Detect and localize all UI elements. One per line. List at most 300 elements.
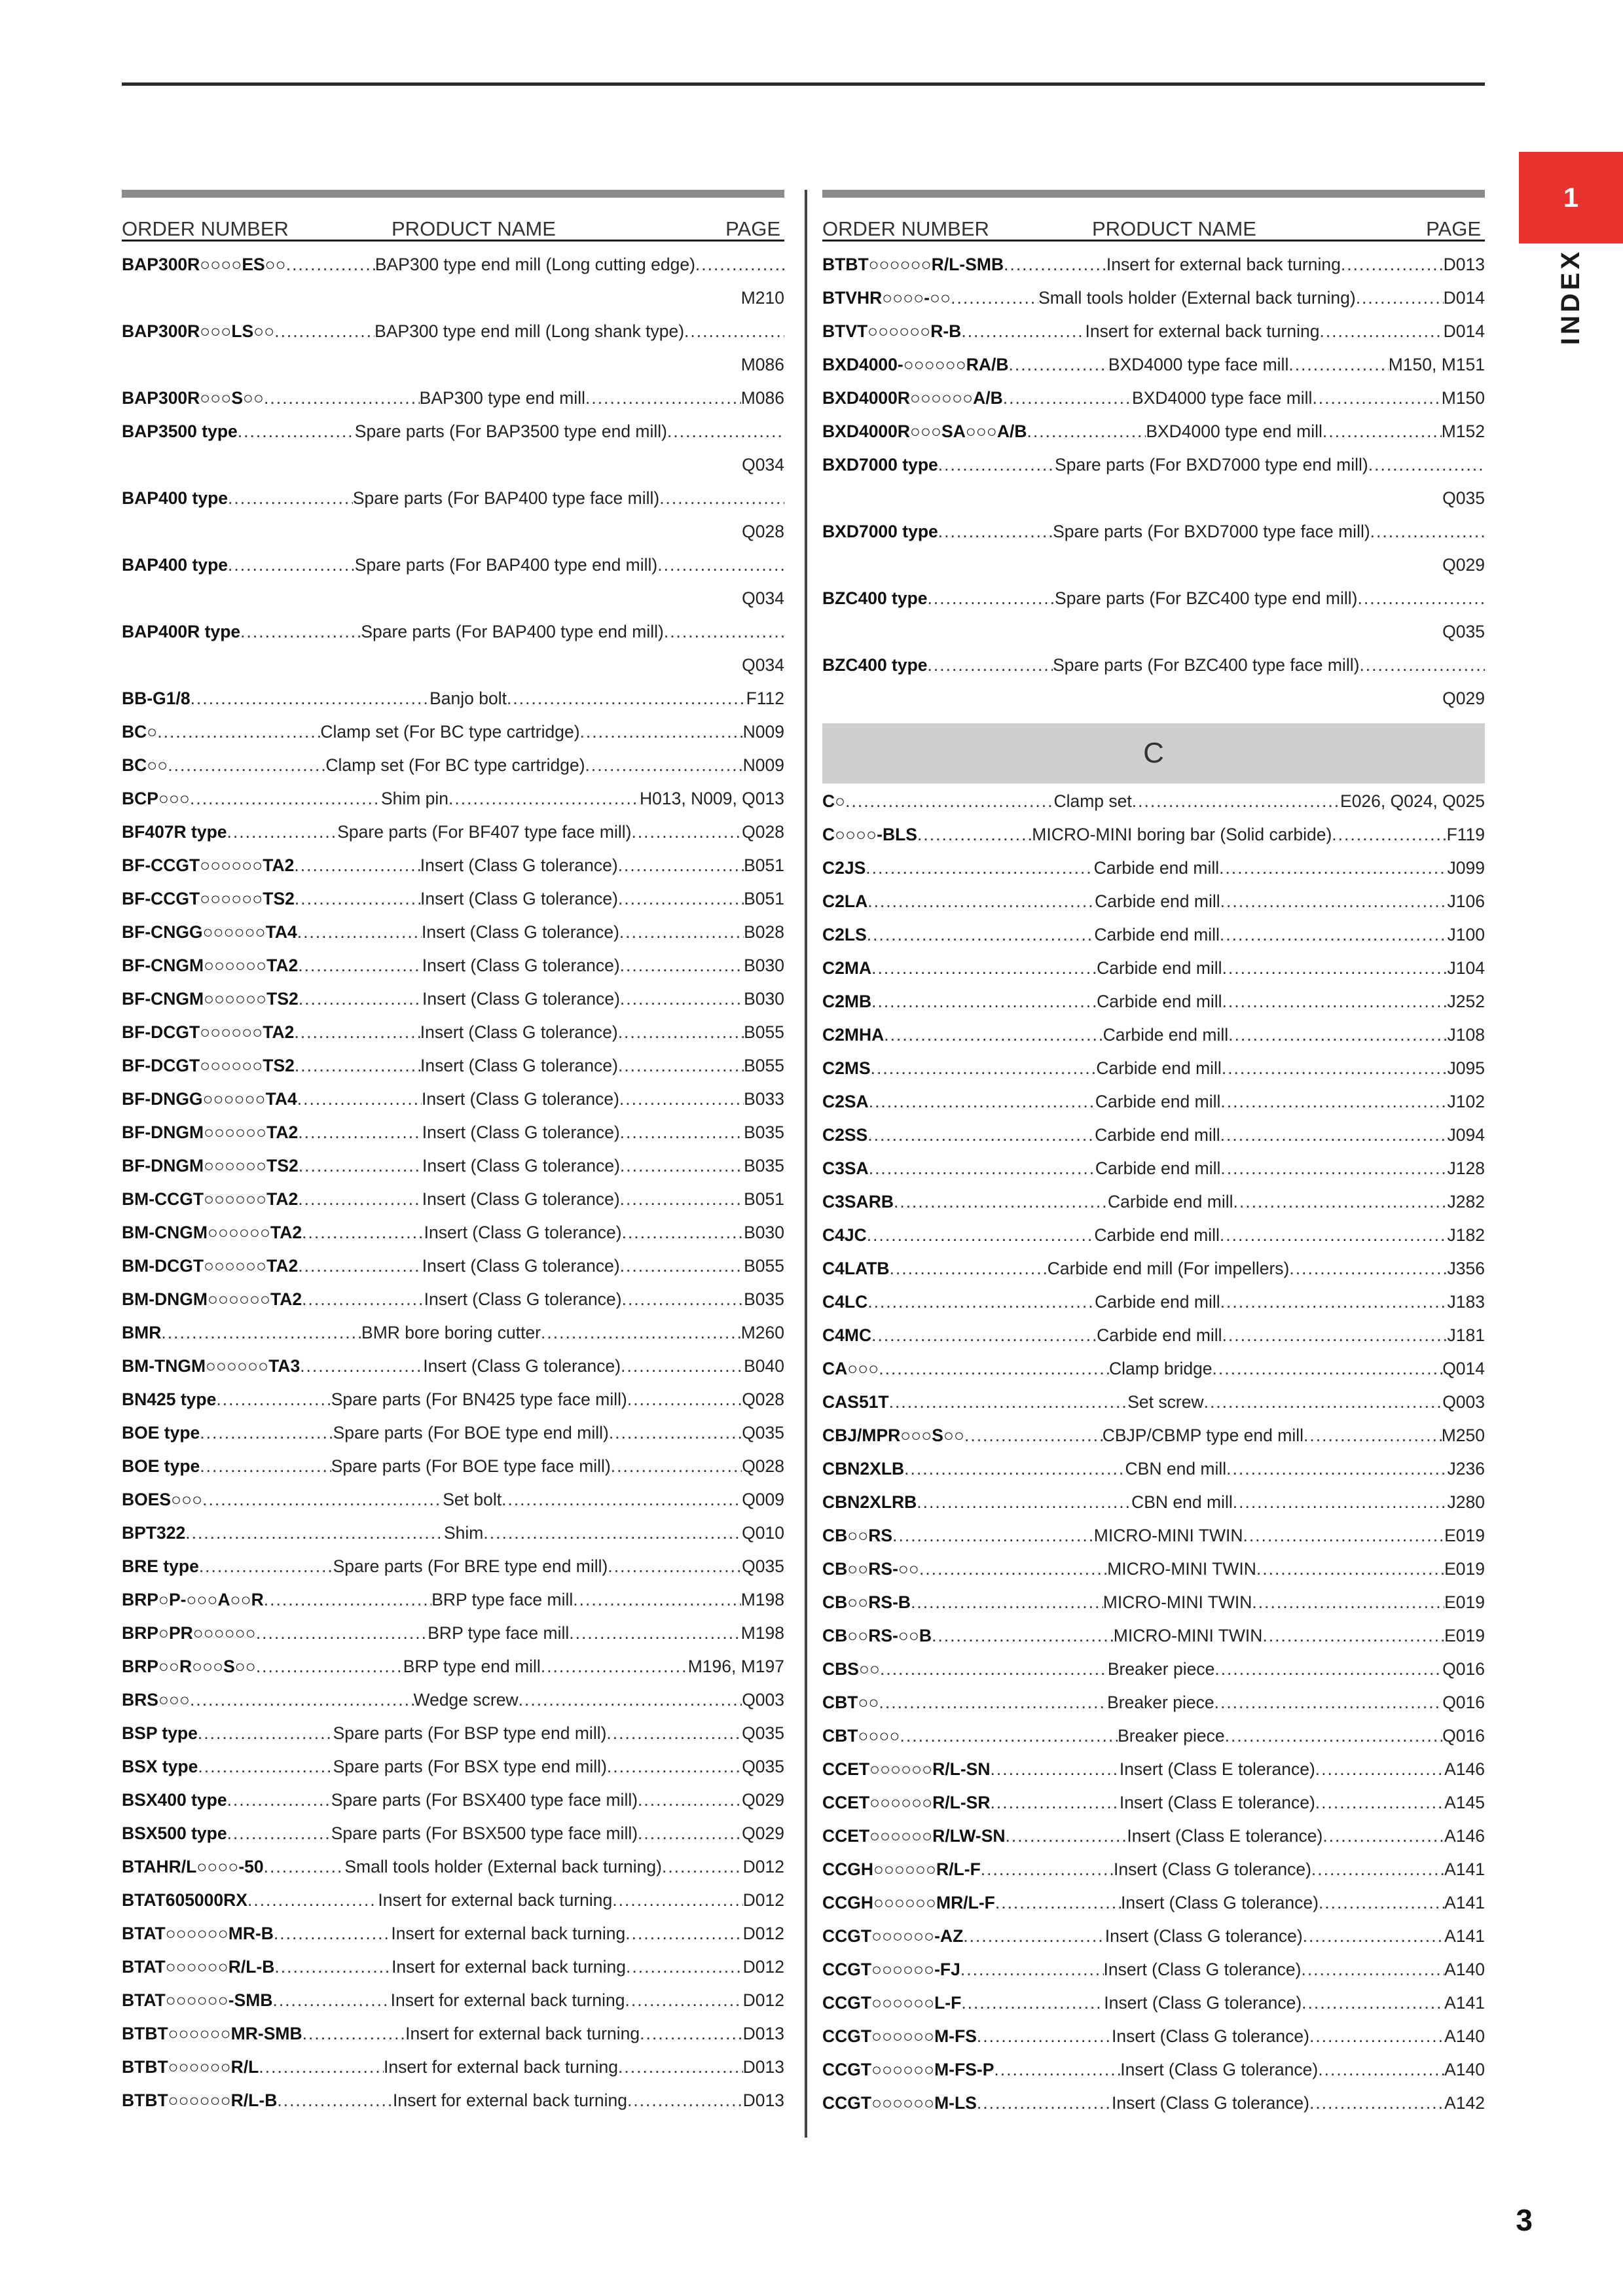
page-ref[interactable]: Q035 — [1442, 622, 1485, 641]
page-ref[interactable]: J252 — [1447, 992, 1486, 1011]
page-ref[interactable]: Q016 — [1442, 1693, 1486, 1712]
entry-line — [822, 885, 1485, 918]
dot-leader — [185, 1516, 444, 1550]
page-ref[interactable]: M086 — [740, 355, 784, 374]
page-ref[interactable]: Q035 — [1442, 488, 1485, 508]
dot-leader — [1315, 1786, 1444, 1820]
entry-line — [122, 1183, 784, 1216]
page-ref[interactable]: Q029 — [1442, 555, 1485, 575]
page-ref[interactable]: Q029 — [742, 1790, 784, 1810]
index-entry[interactable] — [122, 1016, 784, 1049]
page-ref[interactable]: D012 — [742, 1924, 785, 1943]
entry-line — [122, 1516, 784, 1550]
page-ref[interactable]: N009 — [742, 722, 785, 742]
index-entry[interactable] — [122, 1350, 784, 1383]
product-name: BAP300 type end mill — [419, 388, 586, 408]
dot-leader — [227, 1784, 331, 1817]
index-entry[interactable] — [122, 2017, 784, 2051]
index-entry[interactable] — [122, 315, 784, 382]
index-entry[interactable] — [822, 1252, 1485, 1285]
page-ref[interactable]: D014 — [1443, 321, 1485, 341]
page-ref[interactable]: A145 — [1444, 1793, 1486, 1812]
page-ref[interactable]: J236 — [1447, 1459, 1486, 1479]
index-entry[interactable] — [122, 916, 784, 949]
order-number: BTAT○○○○○○-SMB — [122, 1990, 273, 2010]
product-name: Insert (Class G tolerance) — [422, 1189, 620, 1209]
index-entry[interactable] — [822, 1052, 1485, 1085]
index-entry[interactable] — [822, 1285, 1485, 1319]
order-number: BTAT605000RX — [122, 1890, 247, 1910]
page-ref[interactable]: B051 — [744, 889, 785, 908]
page-ref[interactable]: M150 — [1441, 388, 1485, 408]
dot-leader — [621, 1350, 744, 1383]
page-ref[interactable]: D013 — [742, 2057, 785, 2077]
dot-leader — [294, 1016, 420, 1049]
product-name: Insert (Class G tolerance) — [422, 922, 619, 942]
page-ref[interactable]: D012 — [742, 1857, 785, 1876]
page-ref[interactable]: B035 — [744, 1156, 785, 1175]
page-ref[interactable]: J099 — [1447, 858, 1485, 878]
dot-leader — [1356, 281, 1444, 315]
page-ref[interactable]: E019 — [1444, 1592, 1485, 1612]
index-entry[interactable] — [122, 1750, 784, 1784]
index-entry[interactable] — [822, 818, 1485, 852]
dot-leader — [890, 1252, 1048, 1285]
page-ref[interactable]: H013, N009, Q013 — [640, 789, 784, 808]
product-name-header: PRODUCT NAME — [1092, 217, 1256, 240]
order-number: C3SARB — [822, 1192, 894, 1211]
page-ref[interactable]: B035 — [744, 1122, 785, 1142]
entry-line — [122, 1550, 784, 1583]
page-ref[interactable]: Q035 — [742, 1757, 785, 1776]
index-entry[interactable] — [822, 1452, 1485, 1486]
index-entry[interactable] — [822, 1753, 1485, 1786]
page-ref[interactable]: B035 — [744, 1289, 784, 1309]
page-ref[interactable]: J181 — [1447, 1325, 1486, 1345]
entry-line — [822, 2053, 1485, 2087]
page-ref[interactable]: B030 — [744, 956, 785, 975]
dot-leader — [1256, 1552, 1444, 1586]
page-ref[interactable]: D012 — [742, 1890, 785, 1910]
entry-line — [822, 1753, 1485, 1786]
entry-line — [122, 1416, 784, 1450]
page-ref[interactable]: Q034 — [742, 455, 784, 475]
page-ref[interactable]: D013 — [1443, 255, 1486, 274]
page-ref[interactable]: Q003 — [742, 1690, 785, 1710]
entry-line — [822, 852, 1485, 885]
index-entry[interactable] — [822, 248, 1485, 281]
index-entry[interactable] — [122, 1784, 784, 1817]
page-ref[interactable]: B030 — [744, 1223, 784, 1242]
page-ref[interactable]: A141 — [1444, 1993, 1486, 2013]
dot-leader — [300, 1350, 423, 1383]
order-number: BZC400 type — [822, 655, 928, 675]
page-ref[interactable]: J282 — [1447, 1192, 1486, 1211]
product-name: Spare parts (For BAP400 type end mill) — [354, 555, 658, 575]
order-number: BOES○○○ — [122, 1490, 203, 1509]
order-number: BM-DNGM○○○○○○TA2 — [122, 1289, 302, 1309]
page-ref[interactable]: B055 — [744, 1022, 784, 1042]
dot-leader — [867, 885, 1095, 918]
page-ref[interactable]: A142 — [1444, 2093, 1486, 2113]
page-ref[interactable]: Q009 — [742, 1490, 785, 1509]
page-ref[interactable]: M152 — [1441, 422, 1485, 441]
page-ref[interactable]: A141 — [1444, 1926, 1485, 1946]
index-entry[interactable] — [822, 1719, 1485, 1753]
index-entry[interactable] — [122, 1149, 784, 1183]
index-entry[interactable] — [122, 1516, 784, 1550]
product-name: Insert (Class G tolerance) — [420, 889, 618, 908]
index-entry[interactable] — [122, 1383, 784, 1416]
index-entry[interactable] — [822, 649, 1485, 715]
page-ref[interactable]: B028 — [744, 922, 784, 942]
page-ref[interactable]: Q029 — [1442, 689, 1485, 708]
page-ref[interactable]: J128 — [1447, 1158, 1485, 1178]
entry-line — [122, 315, 784, 348]
index-entry[interactable] — [122, 1617, 784, 1650]
index-entry[interactable] — [822, 1085, 1485, 1119]
product-name: Clamp set (For BC type cartridge) — [325, 755, 585, 775]
index-entry[interactable] — [122, 1316, 784, 1350]
index-entry[interactable] — [822, 1152, 1485, 1185]
page-ref[interactable]: M086 — [740, 388, 784, 408]
page-ref[interactable]: A141 — [1444, 1859, 1485, 1879]
entry-line — [822, 2087, 1485, 2120]
product-name: BAP300 type end mill (Long shank type) — [374, 321, 685, 341]
index-entry[interactable] — [122, 1717, 784, 1750]
dot-leader — [227, 1817, 331, 1850]
page-ref[interactable]: J356 — [1447, 1259, 1486, 1278]
product-name: Insert (Class G tolerance) — [423, 1356, 621, 1376]
entry-line — [822, 1619, 1485, 1653]
page-ref[interactable]: M198 — [740, 1623, 784, 1643]
index-entry[interactable] — [122, 982, 784, 1016]
index-entry[interactable] — [822, 1219, 1485, 1252]
page-ref[interactable]: Q016 — [1442, 1659, 1485, 1679]
index-entry[interactable] — [122, 1049, 784, 1083]
index-entry[interactable] — [122, 248, 784, 315]
index-entry[interactable] — [822, 885, 1485, 918]
index-entry[interactable] — [822, 852, 1485, 885]
index-entry[interactable] — [822, 1953, 1485, 1986]
dot-leader — [961, 315, 1085, 348]
index-entry[interactable] — [822, 918, 1485, 952]
index-entry[interactable] — [122, 949, 784, 982]
index-entry[interactable] — [122, 1683, 784, 1717]
index-entry[interactable] — [822, 415, 1485, 448]
index-entry[interactable] — [122, 548, 784, 615]
page-ref[interactable]: J100 — [1447, 925, 1486, 944]
index-entry[interactable] — [122, 1283, 784, 1316]
dot-leader — [1204, 1386, 1443, 1419]
dot-leader — [168, 749, 325, 782]
index-entry[interactable] — [822, 281, 1485, 315]
page-ref[interactable]: F112 — [746, 689, 784, 708]
index-entry[interactable] — [122, 1650, 784, 1683]
index-entry[interactable] — [822, 1552, 1485, 1586]
page-ref[interactable]: Q028 — [742, 522, 784, 541]
page-ref[interactable]: F119 — [1446, 825, 1485, 844]
section-letter: C — [1143, 737, 1164, 769]
page-ref[interactable]: N009 — [742, 755, 784, 775]
page-ref[interactable]: J104 — [1447, 958, 1486, 978]
order-number: CCGH○○○○○○MR/L-F — [822, 1893, 995, 1912]
order-number: BC○○ — [122, 755, 168, 775]
page-ref[interactable]: J108 — [1447, 1025, 1485, 1045]
page-ref[interactable]: B055 — [744, 1056, 785, 1075]
dot-leader — [618, 1049, 744, 1083]
page-ref[interactable]: Q035 — [742, 1556, 784, 1576]
order-number: CCGT○○○○○○M-FS-P — [822, 2060, 994, 2079]
dot-leader — [1222, 952, 1448, 985]
index-entry[interactable] — [122, 1817, 784, 1850]
index-entry[interactable] — [822, 1352, 1485, 1386]
page-ref[interactable]: M250 — [1441, 1426, 1486, 1445]
entry-line — [822, 1953, 1485, 1986]
index-entry[interactable] — [122, 482, 784, 548]
dot-leader — [1003, 382, 1132, 415]
entry-line — [822, 1886, 1485, 1920]
index-entry[interactable] — [122, 682, 784, 715]
index-entry[interactable] — [822, 1653, 1485, 1686]
index-entry[interactable] — [822, 515, 1485, 582]
index-entry[interactable] — [822, 1853, 1485, 1886]
index-entry[interactable] — [822, 952, 1485, 985]
dot-leader — [1319, 1886, 1444, 1920]
page-ref[interactable]: B033 — [744, 1089, 784, 1109]
dot-leader — [904, 1452, 1125, 1486]
dot-leader — [569, 1617, 740, 1650]
entry-line — [822, 415, 1485, 448]
dot-leader — [1222, 985, 1448, 1018]
index-entry[interactable] — [122, 1450, 784, 1483]
page-ref[interactable]: A140 — [1444, 2060, 1486, 2079]
index-entry[interactable] — [122, 2084, 784, 2117]
index-entry[interactable] — [822, 1185, 1485, 1219]
page-ref[interactable]: B040 — [744, 1356, 785, 1376]
order-number: CBT○○ — [822, 1693, 879, 1712]
index-entry[interactable] — [822, 448, 1485, 515]
index-entry[interactable] — [822, 1419, 1485, 1452]
product-name: Spare parts (For BZC400 type face mill) — [1053, 655, 1360, 675]
index-entry[interactable] — [122, 1583, 784, 1617]
page-ref[interactable]: J106 — [1447, 891, 1485, 911]
index-entry[interactable] — [822, 1986, 1485, 2020]
page-ref[interactable]: M198 — [740, 1590, 785, 1609]
index-entry[interactable] — [822, 2020, 1485, 2053]
page-ref[interactable]: D013 — [742, 2024, 785, 2043]
page-ref[interactable]: Q028 — [742, 1390, 785, 1409]
dot-leader — [294, 849, 420, 882]
index-entry[interactable] — [822, 348, 1485, 382]
page-ref[interactable]: A146 — [1444, 1826, 1486, 1846]
product-name: Shim — [444, 1523, 484, 1543]
index-entry[interactable] — [122, 1183, 784, 1216]
page-ref[interactable]: Q034 — [742, 655, 784, 675]
page-ref[interactable]: J182 — [1447, 1225, 1485, 1245]
index-entry[interactable] — [822, 1319, 1485, 1352]
order-number: BF-CCGT○○○○○○TA2 — [122, 855, 295, 875]
index-entry[interactable] — [122, 1249, 784, 1283]
page-ref[interactable]: J094 — [1447, 1125, 1485, 1145]
top-rule — [122, 82, 1485, 86]
product-name: Spare parts (For BAP400 type end mill) — [361, 622, 664, 641]
index-entry[interactable] — [822, 1018, 1485, 1052]
index-entry[interactable] — [122, 816, 784, 849]
entry-line — [122, 1850, 784, 1884]
index-entry[interactable] — [822, 1619, 1485, 1653]
index-entry[interactable] — [122, 382, 784, 415]
dot-leader — [620, 949, 744, 982]
dot-leader — [1213, 1352, 1443, 1386]
index-entry[interactable] — [122, 882, 784, 916]
page-ref[interactable]: E019 — [1444, 1626, 1486, 1645]
index-entry[interactable] — [122, 415, 784, 482]
page-ref[interactable]: D013 — [742, 2090, 785, 2110]
order-number: BOE type — [122, 1456, 200, 1476]
entry-line — [122, 882, 784, 916]
dot-leader — [640, 2017, 743, 2051]
index-entry[interactable] — [822, 315, 1485, 348]
page-ref[interactable]: Q034 — [742, 588, 784, 608]
index-entry[interactable] — [822, 1119, 1485, 1152]
page-ref[interactable]: M210 — [740, 288, 784, 308]
page-ref[interactable]: M150, M151 — [1388, 355, 1485, 374]
page-ref[interactable]: A140 — [1444, 1960, 1486, 1979]
product-name: Shim pin — [380, 789, 449, 808]
chapter-tab[interactable] — [1519, 152, 1623, 243]
dot-leader — [867, 1285, 1095, 1319]
page-ref[interactable]: Q028 — [742, 822, 784, 842]
dot-leader — [264, 1583, 431, 1617]
page-ref[interactable]: Q014 — [1442, 1359, 1486, 1378]
index-entry[interactable] — [822, 2087, 1485, 2120]
entry-line — [822, 1219, 1485, 1252]
entry-line — [822, 649, 1485, 682]
page-ref[interactable]: A146 — [1444, 1759, 1486, 1779]
index-entry[interactable] — [122, 1917, 784, 1950]
entry-line — [122, 2017, 784, 2051]
product-name: Insert (Class G tolerance) — [1104, 1993, 1302, 2013]
page-ref[interactable]: Q035 — [742, 1723, 784, 1743]
index-entry[interactable] — [822, 2053, 1485, 2087]
page-ref[interactable]: Q028 — [742, 1456, 785, 1476]
index-entry[interactable] — [122, 782, 784, 816]
product-name: Insert (Class G tolerance) — [1112, 2026, 1309, 2046]
page-ref[interactable]: B051 — [744, 1189, 785, 1209]
dot-leader — [216, 1383, 331, 1416]
page-ref[interactable]: M196, M197 — [687, 1657, 785, 1676]
page-ref[interactable]: D012 — [742, 1990, 785, 2010]
index-entry[interactable] — [122, 1950, 784, 1984]
entry-line — [122, 1116, 784, 1149]
index-entry[interactable] — [822, 985, 1485, 1018]
index-entry[interactable] — [122, 1850, 784, 1884]
index-entry[interactable] — [122, 615, 784, 682]
page-ref[interactable]: J183 — [1447, 1292, 1485, 1312]
product-name: Insert (Class E tolerance) — [1119, 1793, 1315, 1812]
index-entry[interactable] — [122, 1984, 784, 2017]
dot-leader — [960, 1953, 1104, 1986]
entry-line — [822, 1519, 1485, 1552]
dot-leader — [1318, 2053, 1444, 2087]
index-entry[interactable] — [822, 1486, 1485, 1519]
index-entry[interactable] — [122, 1216, 784, 1249]
dot-leader — [298, 949, 422, 982]
index-entry[interactable] — [122, 1416, 784, 1450]
index-entry[interactable] — [122, 849, 784, 882]
index-entry[interactable] — [122, 715, 784, 749]
dot-leader — [618, 1016, 744, 1049]
index-entry[interactable] — [822, 582, 1485, 649]
entry-line — [122, 1149, 784, 1183]
page-ref[interactable]: J095 — [1447, 1058, 1485, 1078]
index-entry[interactable] — [122, 2051, 784, 2084]
index-entry[interactable] — [822, 1886, 1485, 1920]
page-ref[interactable]: B030 — [744, 989, 785, 1009]
page-ref[interactable]: Q010 — [742, 1523, 784, 1543]
dot-leader — [620, 1116, 744, 1149]
order-number: BRS○○○ — [122, 1690, 190, 1710]
entry-line — [822, 1853, 1485, 1886]
page-ref[interactable]: A140 — [1444, 2026, 1486, 2046]
page-ref[interactable]: Q003 — [1442, 1392, 1486, 1412]
order-number: BB-G1/8 — [122, 689, 191, 708]
page-ref[interactable]: Q029 — [742, 1823, 784, 1843]
entry-line — [122, 1717, 784, 1750]
page-ref[interactable]: D014 — [1443, 288, 1485, 308]
page-ref[interactable]: D012 — [742, 1957, 785, 1977]
entry-line — [122, 382, 784, 415]
order-number: BF407R type — [122, 822, 227, 842]
page-ref[interactable]: Q035 — [742, 1423, 785, 1443]
dot-leader — [191, 682, 430, 715]
page-ref[interactable]: E019 — [1444, 1559, 1485, 1579]
index-entry[interactable] — [122, 1083, 784, 1116]
index-entry[interactable] — [822, 1820, 1485, 1853]
dot-leader — [618, 849, 744, 882]
index-entry[interactable] — [822, 1686, 1485, 1719]
index-entry[interactable] — [822, 785, 1485, 818]
page-ref[interactable]: E019 — [1444, 1526, 1486, 1545]
index-entry[interactable] — [822, 1786, 1485, 1820]
index-entry[interactable] — [822, 382, 1485, 415]
page-ref[interactable]: A141 — [1444, 1893, 1486, 1912]
index-entry[interactable] — [122, 1116, 784, 1149]
page-ref[interactable]: E026, Q024, Q025 — [1340, 791, 1486, 811]
page-ref[interactable]: B055 — [744, 1256, 785, 1276]
index-entry[interactable] — [822, 1519, 1485, 1552]
dot-leader — [911, 1586, 1103, 1619]
entry-line — [822, 1719, 1485, 1753]
index-entry[interactable] — [122, 749, 784, 782]
index-entry[interactable] — [122, 1550, 784, 1583]
entry-line — [122, 548, 784, 582]
product-name: Insert (Class G tolerance) — [422, 1122, 620, 1142]
index-entry[interactable] — [122, 1884, 784, 1917]
dot-leader — [190, 1683, 414, 1717]
page-ref[interactable]: B051 — [744, 855, 784, 875]
page-ref[interactable]: Q016 — [1442, 1726, 1485, 1746]
page-ref[interactable]: J280 — [1447, 1492, 1485, 1512]
page-ref[interactable]: J102 — [1447, 1092, 1485, 1111]
index-entry[interactable] — [822, 1586, 1485, 1619]
page-ref[interactable]: M260 — [740, 1323, 784, 1342]
column-header — [122, 198, 784, 242]
index-entry[interactable] — [122, 1483, 784, 1516]
index-entry[interactable] — [822, 1920, 1485, 1953]
index-entry[interactable] — [822, 1386, 1485, 1419]
